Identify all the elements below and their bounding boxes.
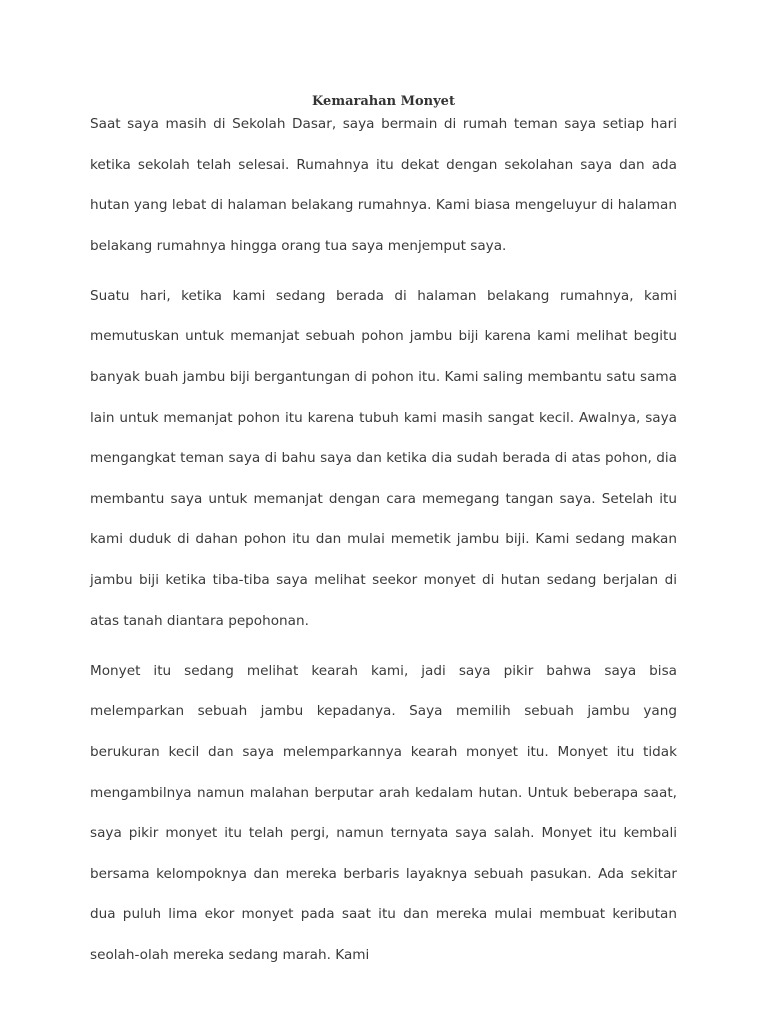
paragraph-1: Saat saya masih di Sekolah Dasar, saya bermain di rumah teman saya setiap hari ketika sekolah telah selesai. Rumahnya itu dekat dengan sekolahan saya dan ada hutan yang lebat di halaman belakang rumahnya. Kami biasa mengeluyur di halaman belakang rumahnya hingga orang tua saya menjemput saya. — [90, 116, 677, 254]
paragraph-2: Suatu hari, ketika kami sedang berada di halaman belakang rumahnya, kami memutuskan untuk memanjat sebuah pohon jambu biji karena kami melihat begitu banyak buah jambu biji bergantungan di pohon itu. Kami saling membantu satu sama lain untuk memanjat pohon itu karena tubuh kami masih sangat kecil. Awalnya, saya mengangkat teman saya di bahu saya dan ketika dia sudah berada di atas pohon, dia membantu saya untuk memanjat dengan cara memegang tangan saya. Setelah itu kami duduk di dahan pohon itu dan mulai memetik jambu biji. Kami sedang makan jambu biji ketika tiba-tiba saya melihat seekor monyet di hutan sedang berjalan di atas tanah diantara pepohonan. — [90, 287, 677, 629]
document-page — [90, 0, 677, 1024]
paragraph-3: Monyet itu sedang melihat kearah kami, jadi saya pikir bahwa saya bisa melemparkan sebuah jambu kepadanya. Saya memilih sebuah jambu yang berukuran kecil dan saya melemparkannya kearah monyet itu. Monyet itu tidak mengambilnya namun malahan berputar arah kedalam hutan. Untuk beberapa saat, saya pikir monyet itu telah pergi, namun ternyata saya salah. Monyet itu kembali bersama kelompoknya dan mereka berbaris layaknya sebuah pasukan. Ada sekitar dua puluh lima ekor monyet pada saat itu dan mereka mulai membuat keributan seolah-olah mereka sedang marah. Kami — [90, 662, 677, 963]
document-body — [90, 104, 677, 985]
document-title: Kemarahan Monyet — [312, 94, 455, 109]
